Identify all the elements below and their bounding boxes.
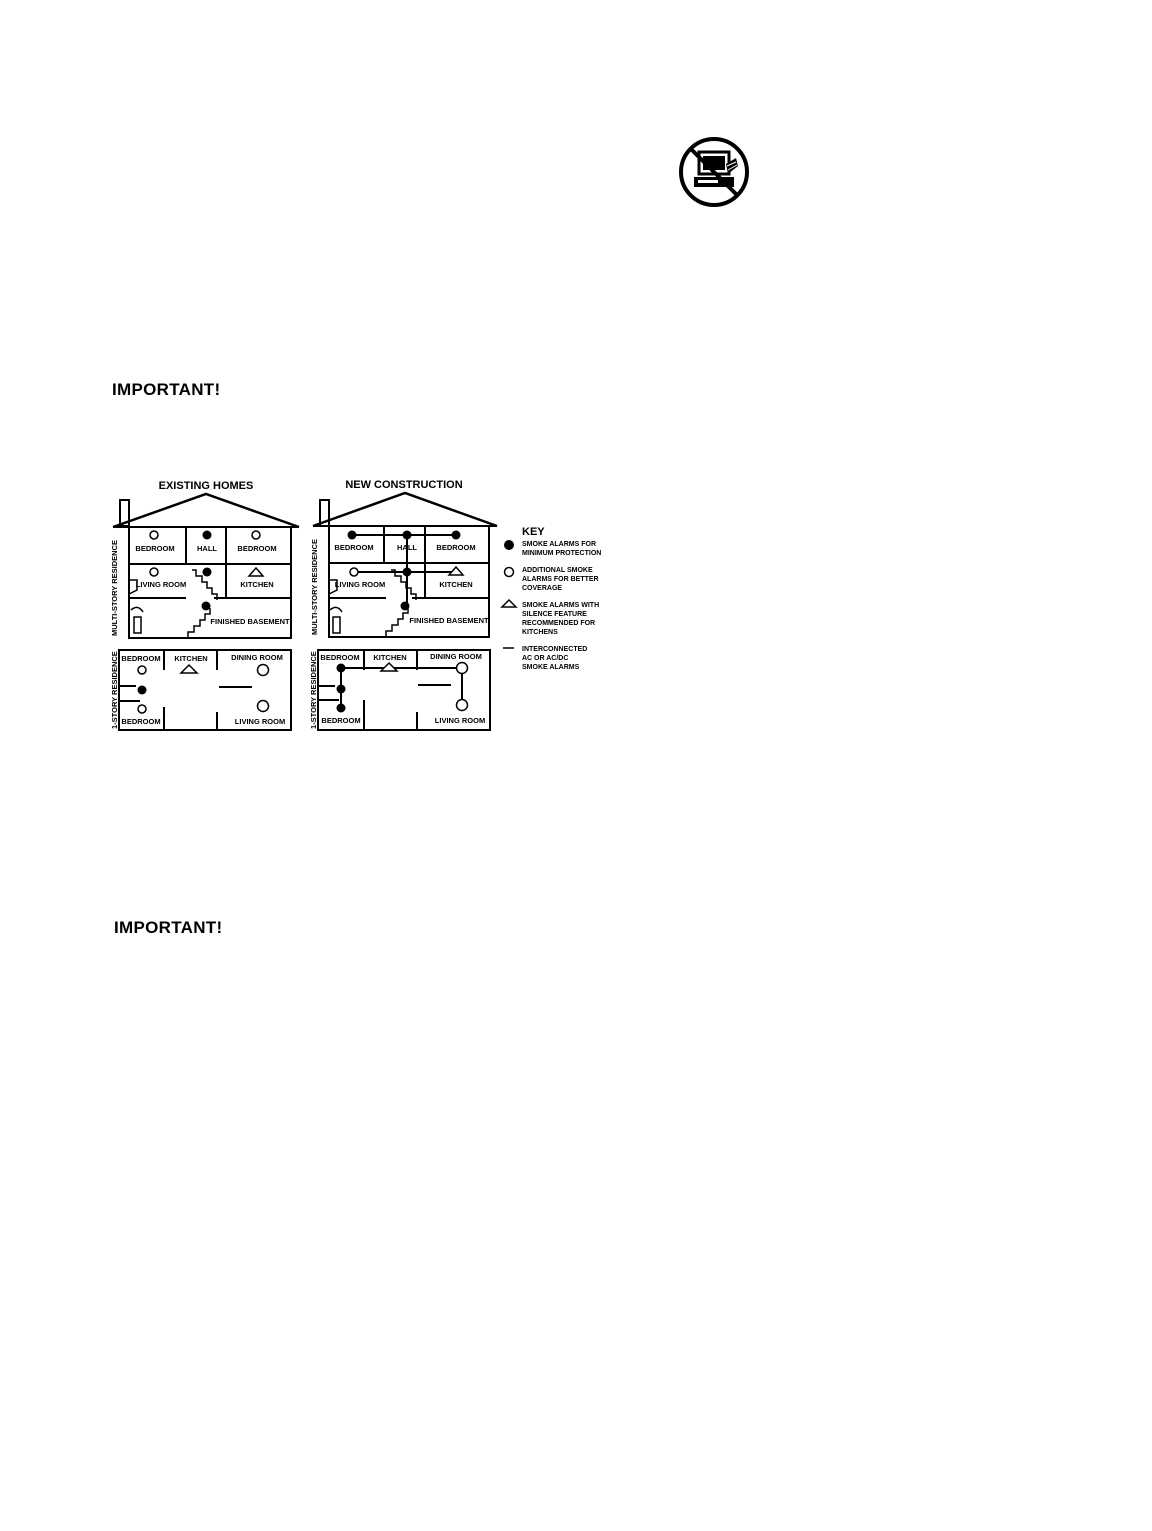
no-tv-computer-icon	[678, 136, 750, 208]
existing-hall-alarm-filled	[203, 531, 212, 540]
existing-finished-basement-label: FINISHED BASEMENT	[210, 617, 290, 626]
new-floor-living-room-label: LIVING ROOM	[434, 716, 486, 725]
new-floor-hall-alarm-filled	[337, 685, 346, 694]
key-tri-text-1: SMOKE ALARMS WITH	[522, 602, 600, 609]
existing-kitchen-alarm-triangle	[249, 568, 263, 576]
new-hall-alarm-filled	[403, 531, 412, 540]
key-line-text-3: SMOKE ALARMS	[522, 664, 580, 671]
key-open-text-1: ADDITIONAL SMOKE	[522, 567, 593, 574]
new-hall-label: HALL	[397, 543, 417, 552]
new-floor-bedroom-top-label: BEDROOM	[320, 653, 360, 662]
new-finished-basement-label: FINISHED BASEMENT	[409, 616, 489, 625]
existing-floor-bedroom-top-label: BEDROOM	[121, 654, 161, 663]
existing-kitchen-label: KITCHEN	[240, 580, 274, 589]
key-filled-text-2: MINIMUM PROTECTION	[522, 550, 602, 557]
key-tri-text-3: RECOMMENDED FOR	[522, 620, 596, 627]
existing-stair-alarm-filled	[203, 568, 212, 577]
key-line-text-1: INTERCONNECTED	[522, 646, 588, 653]
new-floor-kitchen-label: KITCHEN	[373, 653, 407, 662]
existing-bedroom-right-alarm-open	[252, 531, 260, 539]
existing-homes-title: EXISTING HOMES	[158, 480, 254, 492]
new-floor-dining-room-label: DINING ROOM	[430, 652, 482, 661]
new-multi-story-label: MULTI-STORY RESIDENCE	[310, 539, 319, 635]
existing-floor-living-alarm-open	[258, 701, 269, 712]
new-floor-bedroom-bottom-alarm-filled	[337, 704, 346, 713]
important-heading-2: IMPORTANT!	[114, 918, 223, 937]
smoke-alarm-placement-diagram	[104, 474, 624, 738]
key-line-text-2: AC OR AC/DC	[522, 655, 569, 662]
key-filled-alarm-icon	[504, 540, 514, 550]
existing-living-room-alarm-open	[150, 568, 158, 576]
existing-bedroom-left-alarm-open	[150, 531, 158, 539]
existing-one-story-label: 1-STORY RESIDENCE	[110, 651, 119, 729]
key-open-text-3: COVERAGE	[522, 585, 563, 592]
existing-basement-alarm-filled	[202, 602, 211, 611]
new-floor-bedroom-top-alarm-filled	[337, 664, 346, 673]
key-triangle-alarm-icon	[502, 600, 516, 607]
key-tri-text-4: KITCHENS	[522, 629, 558, 636]
new-floor-dining-alarm-open	[457, 663, 468, 674]
existing-floor-bedroom-bottom-label: BEDROOM	[121, 717, 161, 726]
key-title: KEY	[522, 526, 545, 538]
new-bedroom-right-label: BEDROOM	[436, 543, 476, 552]
new-floor-living-alarm-open	[457, 700, 468, 711]
existing-floor-bedroom-bottom-alarm-open	[138, 705, 146, 713]
key-open-alarm-icon	[505, 568, 514, 577]
new-basement-alarm-filled	[401, 602, 410, 611]
new-bedroom-left-label: BEDROOM	[334, 543, 374, 552]
new-construction-title: NEW CONSTRUCTION	[345, 479, 463, 491]
existing-floor-living-room-label: LIVING ROOM	[234, 717, 286, 726]
key-open-text-2: ALARMS FOR BETTER	[522, 576, 599, 583]
existing-floor-dining-room-label: DINING ROOM	[231, 653, 283, 662]
existing-hall-label: HALL	[197, 544, 217, 553]
existing-living-room-label: LIVING ROOM	[135, 580, 187, 589]
new-bedroom-right-alarm-filled	[452, 531, 461, 540]
existing-bedroom-left-label: BEDROOM	[135, 544, 175, 553]
existing-floor-hall-alarm-filled	[138, 686, 147, 695]
key-filled-text-1: SMOKE ALARMS FOR	[522, 541, 597, 548]
important-heading-1: IMPORTANT!	[112, 380, 221, 399]
new-bedroom-left-alarm-filled	[348, 531, 357, 540]
existing-bedroom-right-label: BEDROOM	[237, 544, 277, 553]
existing-multi-story-label: MULTI-STORY RESIDENCE	[110, 540, 119, 636]
existing-floor-bedroom-top-alarm-open	[138, 666, 146, 674]
new-stair-alarm-filled	[403, 568, 412, 577]
new-living-room-label: LIVING ROOM	[334, 580, 386, 589]
key-tri-text-2: SILENCE FEATURE	[522, 611, 587, 618]
new-kitchen-label: KITCHEN	[439, 580, 473, 589]
existing-floor-kitchen-alarm-triangle	[181, 665, 197, 673]
new-living-room-alarm-open	[350, 568, 358, 576]
existing-floor-dining-alarm-open	[258, 665, 269, 676]
new-floor-bedroom-bottom-label: BEDROOM	[321, 716, 361, 725]
existing-floor-kitchen-label: KITCHEN	[174, 654, 208, 663]
new-one-story-label: 1-STORY RESIDENCE	[309, 651, 318, 729]
